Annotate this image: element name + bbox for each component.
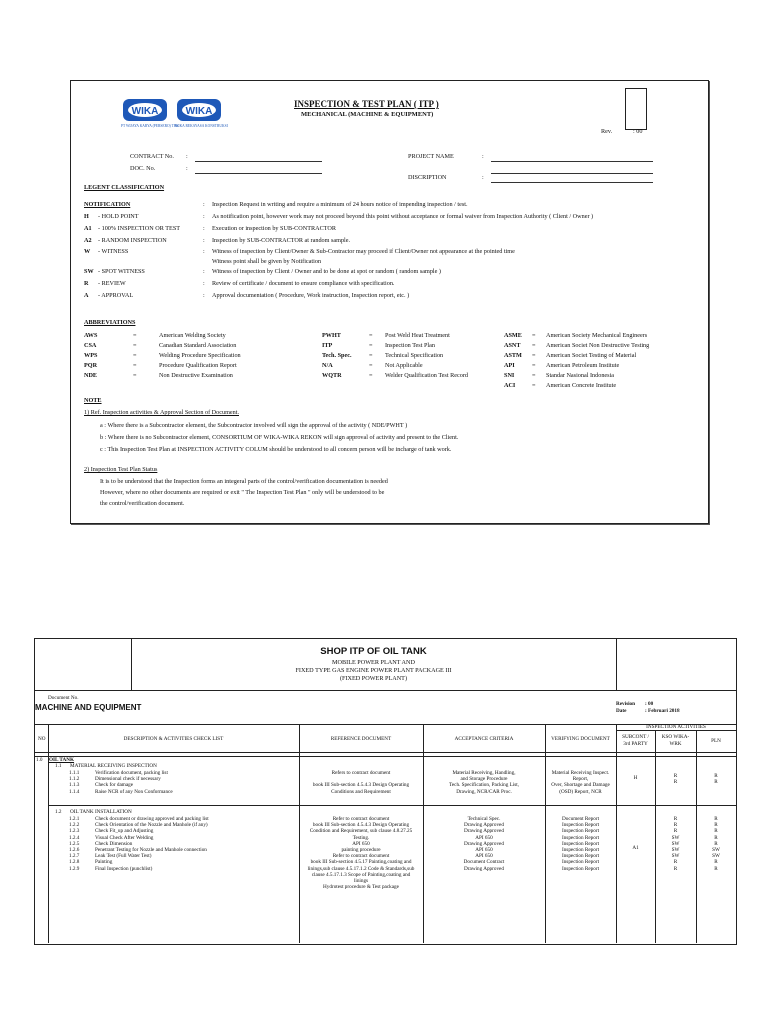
item-desc: Check document or drawing approved and packing list <box>95 816 209 822</box>
kso-value: R <box>673 779 678 786</box>
item-desc: Final Inspection (punchlist) <box>95 865 153 872</box>
abbr-code: ACI <box>504 382 516 389</box>
item-desc: Check Orientation of the Nozzle and Manhole (if any) <box>95 822 208 829</box>
kso-value: R <box>673 822 678 829</box>
abbr-desc: Welder Qualification Test Record <box>385 372 468 379</box>
abbr-code: ASNT <box>504 342 521 349</box>
ver-value: Inspection Report <box>561 865 600 872</box>
note1-item: b : Where there is no Subcontractor element, CONSORTIUM OF WIKA-WIKA REKON will sign approval of activity and present to the Client. <box>100 434 459 441</box>
abbr-code: ITP <box>322 342 333 349</box>
ver-line: Material Receiving Inspect. <box>551 770 610 776</box>
item-desc: Penetrant Testing for Nozzle and Manhole connection <box>95 847 207 853</box>
col-ref: REFERENCE DOCUMENT <box>330 736 392 742</box>
abbr-heading: ABBREVIATIONS <box>84 319 136 326</box>
kso-value: R <box>673 859 678 866</box>
ref-line: Testing. <box>352 834 370 841</box>
abbr-desc: American Concrete Institute <box>546 382 617 389</box>
note2-line: However, where no other documents are required or exit " The Inspection Test Plan " only will be understood to be <box>100 489 385 496</box>
kso-value: SW <box>671 853 680 860</box>
abbr-desc: American Societ Non Destructive Testing <box>546 342 650 349</box>
legend-code: A <box>84 292 89 299</box>
ver-value: Inspection Report <box>561 834 600 841</box>
item-desc: Raise NCR of any Non Conformance <box>95 788 173 795</box>
acc-value: Document Contract <box>463 859 505 866</box>
ver-value: Inspection Report <box>561 822 600 829</box>
col-pln: PLN <box>711 738 721 744</box>
item-no: 1.1.2 <box>69 776 80 783</box>
ver-value: Inspection Report <box>561 840 600 847</box>
item-no: 1.2.3 <box>69 828 80 835</box>
itp-title: SHOP ITP OF OIL TANK <box>320 646 427 657</box>
abbr-code: ASTM <box>504 352 522 359</box>
group-oil-tank-installation: OIL TANK INSTALLATION <box>70 809 132 815</box>
col-ver: VERIFYING DOCUMENT <box>551 736 610 742</box>
abbr-code: AWS <box>84 332 98 339</box>
abbr-eq: = <box>369 352 373 359</box>
ver-line: Over, Shortage and Damage <box>551 782 610 789</box>
abbr-code: N/A <box>322 362 333 369</box>
abbr-code: WQTR <box>322 372 342 379</box>
pln-value: R <box>714 822 718 829</box>
legend-colon: : <box>203 213 205 220</box>
note2-line: It is to be understood that the Inspection forms an integeral parts of the control/verification documentation is needed <box>100 478 388 485</box>
pln-value: R <box>714 840 718 847</box>
svg-text:WIKA: WIKA <box>131 106 159 117</box>
pln-value: R <box>714 779 718 786</box>
wika-logo-2: WIKA WIKA REKAYASA KONSTRUKSI <box>175 95 223 133</box>
ref-line: book III Sub-section 4.5.4.3 Design Operating <box>312 782 410 789</box>
abbr-desc: Not Applicable <box>385 362 423 369</box>
abbr-eq: = <box>532 332 536 339</box>
kso-value: R <box>673 865 678 872</box>
legend-code: NOTIFICATION <box>84 201 131 208</box>
acc-line: Material Receiving, Handling, <box>452 770 516 776</box>
abbr-desc: Procedure Qualification Report <box>159 362 237 369</box>
ver-value: Inspection Report <box>561 828 600 835</box>
abbr-desc: Non Destructive Examination <box>159 372 233 379</box>
section-oil-tank: OIL TANK <box>49 757 75 763</box>
abbr-eq: = <box>532 362 536 369</box>
doc-field[interactable] <box>195 173 322 174</box>
ref-line: clause 4.5.17.1.3 Scope of Painting,coating and <box>311 871 411 878</box>
ref-line: book III Sub-section 4.5.17 Painting,coating and <box>310 859 412 866</box>
note1-title: 1) Ref. Inspection activities & Approval Section of Document. <box>84 409 239 416</box>
note2-title: 2) Inspection Test Plan Status <box>84 466 158 473</box>
legend-colon: : <box>203 280 205 287</box>
legend-desc: Witness point shall be given by Notification <box>212 258 322 265</box>
legend-name: - SPOT WITNESS <box>98 268 145 275</box>
abbr-desc: Technical Specification <box>385 352 444 359</box>
col-no: NO <box>38 736 46 742</box>
project-field[interactable] <box>491 161 653 162</box>
item-no: 1.2.1 <box>69 816 80 822</box>
acc-value: Drawing Approved <box>464 822 504 829</box>
abbr-eq: = <box>369 362 373 369</box>
svg-text:WIKA: WIKA <box>185 106 213 117</box>
pln-value: SW <box>712 847 720 853</box>
legend-code: A1 <box>84 225 92 232</box>
pln-value: SW <box>712 853 720 860</box>
pln-value: R <box>714 859 718 866</box>
legend-name: - HOLD POINT <box>98 213 139 220</box>
legend-heading: LEGENT CLASSIFICATION <box>84 184 165 191</box>
abbr-code: Tech. Spec. <box>322 352 352 359</box>
ref-line: painting procedure <box>341 847 381 853</box>
abbr-code: PWHT <box>322 332 341 339</box>
item-desc: Check for damage <box>95 782 134 789</box>
abbr-desc: Standar Nasional Indonesia <box>546 372 615 379</box>
section-title: MACHINE AND EQUIPMENT <box>35 703 142 712</box>
note1-item: c : This Inspection Test Plan at INSPECTION ACTIVITY COLUM should be understood to all concern person will be incharge of tank work. <box>100 446 452 453</box>
item-no: 1.2.6 <box>69 847 80 853</box>
legend-code: W <box>84 248 91 255</box>
acc-value: Technical Spec. <box>467 816 501 822</box>
legend-code: R <box>84 280 89 287</box>
legend-desc: Witness of inspection by Client/Owner & Sub-Contractor may proceed if Client/Owner not appearance at the pointed time <box>212 248 515 255</box>
pln-value: R <box>714 834 718 841</box>
legend-desc: Review of certificate / document to ensure compliance with specification. <box>212 280 395 287</box>
pln-value: R <box>714 816 718 822</box>
ver-value: Inspection Report <box>561 859 600 866</box>
description-field[interactable] <box>491 182 653 183</box>
legend-code: H <box>84 213 89 220</box>
abbr-code: NDE <box>84 372 98 379</box>
pln-value: R <box>714 865 718 872</box>
ver-value: Document Report <box>561 816 600 822</box>
legend-colon: : <box>203 225 205 232</box>
ref-line: Refers to contract document <box>331 770 391 776</box>
legend-name: - REVIEW <box>98 280 126 287</box>
abbr-eq: = <box>133 372 137 379</box>
legend-colon: : <box>203 248 205 255</box>
kso-value: SW <box>671 840 680 847</box>
legend-name: - RANDOM INSPECTION <box>98 237 167 244</box>
abbr-eq: = <box>369 372 373 379</box>
ref-line: Refer to contract document <box>332 816 390 822</box>
ref-line: API 650 <box>352 840 370 847</box>
acc-value: Drawing Approved <box>464 865 504 872</box>
legend-desc: Approval documentation ( Procedure, Work instruction, Inspection report, etc. ) <box>212 292 410 299</box>
item-desc: Dimensional check if necessary <box>95 776 161 783</box>
note-heading: NOTE <box>84 397 102 404</box>
legend-name: - APPROVAL <box>98 292 134 299</box>
ref-line: Hydrotest procedure & Test package <box>323 884 399 891</box>
abbr-desc: American Societ Testing of Material <box>546 352 637 359</box>
abbr-code: ASME <box>504 332 522 339</box>
legend-desc: As notification point, however work may not proceed beyond this point without acceptance or formal waiver from Inspection Authority ( Client / Owner ) <box>212 213 594 220</box>
itp-cover-page: WIKA PT WIJAYA KARYA (PERSERO) TBK WIKA WIKA REKAYASA KONSTRUKSI INSPECTION & TEST PLAN ( ITP ) MECHANICAL (MACHINE & EQUIPMENT) Rev. : 00 CONTRACT No. : DOC. No. : PROJECT NAME : DISCRIPTION : LEGENT CLASSIFICATION NOTIFICATION : Inspection Request in writing and require a minimum of 24 hours notice of impending inspection / test. H - HOLD POINT : As notification point, however work may not proceed beyond this point without acceptance or formal waiver from Inspection Authority ( Client / Owner ) A1 - 100% INSPECTION OR TEST : Execution or inspection by SUB-CONTRACTOR A2 - RANDOM INSPECTION : Inspection by SUB-CONTRACTOR at random sample. W - WITNESS : Witness of inspection by Client/Owner & Sub-Contractor may proceed if Client/Owner not appearance at the pointed time Witness point shall be given by Notification SW - SPOT WITNESS : Witness of inspection by Client / Owner and to be done at spot or random ( random sample ) R - REVIEW : Review of certificate / document to ensure compliance with specification. A - APPROVAL : Approval documentation ( Procedure, Work instruction, Inspection report, etc. ) ABBREVIATIONS AWS = American Welding Society CSA = Canadian Standard Association WPS = Welding Procedure Specification PQR = Procedure Qualification Report NDE = Non Destructive Examination PWHT = Post Weld Heat Treatment ITP = Inspection Test Plan Tech. Spec. = Technical Specification N/A = Not Applicable WQTR = Welder Qualification Test Record ASME = American Society Mechanical Engineers ASNT = American Societ Non Destructive Testing ASTM = American Societ Testing of Material API = American Petroleum Institute SNI = Standar Nasional Indonesia ACI = American Concrete Institute NOTE 1) Ref. Inspection activities & Approval Section of Document. a : Where there is a Subcontractor element, the Subcontractor involved will sign the approval of the activity ( NDE/PWHT ) b : Where there is no Subcontractor element, CONSORTIUM OF WIKA-WIKA REKON will sign approval of activity and present to the Client. c : This Inspection Test Plan at INSPECTION ACTIVITY COLUM should be understood to all concern person will be incharge of tank work. 2) Inspection Test Plan Status It is to be understood that the Inspection forms an integeral parts of the control/verification documentation is needed However, where no other documents are required or exit " The Inspection Test Plan " only will be understood to be the control/verification document. <box>70 80 709 524</box>
item-no: 1.2.7 <box>69 853 80 860</box>
ver-value: Inspection Report <box>561 847 600 853</box>
item-no: 1.1.4 <box>69 788 80 795</box>
legend-colon: : <box>203 268 205 275</box>
ver-value: Inspection Report <box>561 853 600 860</box>
project-label: PROJECT NAME <box>408 153 454 160</box>
legend-name: - WITNESS <box>98 248 129 255</box>
acc-value: API 650 <box>475 853 493 860</box>
wika-logo-1: WIKA PT WIJAYA KARYA (PERSERO) TBK <box>121 95 169 133</box>
ref-line: linings <box>353 878 369 884</box>
col-desc: DESCRIPTION & ACTIVITIES CHECK LIST <box>123 736 224 742</box>
legend-desc: Inspection Request in writing and require a minimum of 24 hours notice of impending inspection / test. <box>212 201 468 208</box>
ref-line: Refer to contract document <box>332 853 390 860</box>
acc-value: API 650 <box>475 847 493 853</box>
note1-item: a : Where there is a Subcontractor element, the Subcontractor involved will sign the approval of the activity ( NDE/PWHT ) <box>100 422 408 429</box>
legend-desc: Inspection by SUB-CONTRACTOR at random sample. <box>212 237 351 244</box>
item-desc: Verification document, packing list <box>95 770 168 776</box>
abbr-eq: = <box>369 342 373 349</box>
ref-line: Conditions and Requirement <box>331 788 391 795</box>
abbr-desc: American Petroleum Institute <box>546 362 620 369</box>
revision-box <box>625 88 647 130</box>
acc-line: Tech. Specification, Packing List, <box>449 782 519 789</box>
abbr-desc: Welding Procedure Specification <box>159 352 241 359</box>
legend-colon: : <box>203 201 205 208</box>
ref-line: linings,sub clause 4.5.17.1.2 Code & Standards,sub <box>307 865 415 872</box>
kso-value: R <box>673 816 678 822</box>
abbr-eq: = <box>532 342 536 349</box>
abbr-code: SNI <box>504 372 515 379</box>
page-title: INSPECTION & TEST PLAN ( ITP ) <box>294 99 439 109</box>
ref-line: book III Sub-section 4.5.4.3 Design Operating <box>312 822 410 829</box>
item-desc: Painting <box>95 859 113 866</box>
page-subtitle: MECHANICAL (MACHINE & EQUIPMENT) <box>301 111 434 118</box>
doc-label: DOC. No. <box>130 165 156 172</box>
item-desc: Leak Test (Full Water Test) <box>95 853 152 860</box>
contract-label: CONTRACT No. <box>130 153 174 160</box>
item-desc: Check Fit_up and Adjusting <box>95 828 154 835</box>
item-no: 1.2.4 <box>69 834 80 841</box>
contract-field[interactable] <box>195 161 322 162</box>
description-label: DISCRIPTION <box>408 174 447 181</box>
acc-line: and Storage Procedure <box>460 776 508 783</box>
abbr-eq: = <box>133 352 137 359</box>
abbr-desc: American Welding Society <box>159 332 226 339</box>
abbr-code: WPS <box>84 352 98 359</box>
ver-line: Report, <box>572 776 589 783</box>
note2-line: the control/verification document. <box>100 500 185 507</box>
abbr-desc: Canadian Standard Association <box>159 342 237 349</box>
pln-value: R <box>714 773 718 779</box>
legend-desc: Execution or inspection by SUB-CONTRACTOR <box>212 225 336 232</box>
abbr-code: CSA <box>84 342 97 349</box>
legend-code: SW <box>84 268 94 275</box>
abbr-code: PQR <box>84 362 98 369</box>
legend-code: A2 <box>84 237 92 244</box>
acc-value: API 650 <box>475 834 493 841</box>
item-no: 1.1.1 <box>69 770 80 776</box>
acc-value: Drawing Approved <box>464 828 504 835</box>
item-no: 1.1.3 <box>69 782 80 789</box>
kso-value: SW <box>671 834 680 841</box>
legend-name: - 100% INSPECTION OR TEST <box>98 225 181 232</box>
item-no: 1.2.5 <box>69 840 80 847</box>
abbr-desc: Post Weld Heat Treatment <box>385 332 450 339</box>
legend-colon: : <box>203 237 205 244</box>
kso-value: SW <box>671 847 680 853</box>
abbr-eq: = <box>532 372 536 379</box>
pln-value: R <box>714 828 718 835</box>
abbr-eq: = <box>532 382 536 389</box>
item-desc: Visual Check After Welding <box>95 834 154 841</box>
col-acc: ACCEPTANCE CRITERIA <box>454 736 514 742</box>
group-material-receiving: MATERIAL RECEIVING INSPECTION <box>70 763 157 769</box>
ref-line: Condition and Requirement, sub clause 4.8.27.25 <box>309 828 413 835</box>
abbr-eq: = <box>369 332 373 339</box>
acc-value: Drawing Approved <box>464 840 504 847</box>
item-no: 1.2.2 <box>69 822 80 829</box>
abbr-desc: American Society Mechanical Engineers <box>546 332 648 339</box>
abbr-eq: = <box>133 362 137 369</box>
legend-colon: : <box>203 292 205 299</box>
abbr-code: API <box>504 362 515 369</box>
legend-desc: Witness of inspection by Client / Owner and to be done at spot or random ( random sample ) <box>212 268 441 275</box>
abbr-eq: = <box>532 352 536 359</box>
item-no: 1.2.8 <box>69 859 80 866</box>
kso-value: R <box>673 773 678 779</box>
ver-line: (OSD) Report, NCR <box>559 788 602 795</box>
abbr-eq: = <box>133 342 137 349</box>
abbr-desc: Inspection Test Plan <box>385 342 435 349</box>
item-no: 1.2.9 <box>69 865 80 872</box>
item-desc: Check Dimension <box>95 840 133 847</box>
acc-line: Drawing, NCR/CAR Proc. <box>456 788 512 795</box>
kso-value: R <box>673 828 678 835</box>
abbr-eq: = <box>133 332 137 339</box>
shop-itp-page: SHOP ITP OF OIL TANK MOBILE POWER PLANT AND FIXED TYPE GAS ENGINE POWER PLANT PACKAGE III (FIXED POWER PLANT) Document No. MACHINE AND EQUIPMENT Revision : 00 Date : Februari 2018 INSPECTION ACTIVITIES NO DESCRIPTION & ACTIVITIES CHECK LIST REFERENCE DOCUMENT ACCEPTANCE CRITERIA VERIFYING DOCUMENT SUBCONT / 3rd PARTY KSO WIKA- WRK PLN 1.0 OIL TANK 1.1 MATERIAL RECEIVING INSPECTION 1.1.1 Verification document, packing list R R 1.1.2 Dimensional check if necessary R R 1.1.3 Check for damage 1.1.4 Raise NCR of any Non Conformance Refers to contract document book III Sub-section 4.5.4.3 Design Operating Conditions and Requirement Material Receiving, Handling, and Storage Procedure Tech. Specification, Packing List, Drawing, NCR/CAR Proc. Material Receiving Inspect. Report, Over, Shortage and Damage (OSD) Report, NCR H 1.2 OIL TANK INSTALLATION 1.2.1 Check document or drawing approved and packing list Technical Spec. Document Report R R 1.2.2 Check Orientation of the Nozzle and Manhole (if any) Drawing Approved Inspection Report R R 1.2.3 Check Fit_up and Adjusting Drawing Approved Inspection Report R R 1.2.4 Visual Check After Welding API 650 Inspection Report SW R 1.2.5 Check Dimension Drawing Approved Inspection Report SW R 1.2.6 Penetrant Testing for Nozzle and Manhole connection API 650 Inspection Report SW SW 1.2.7 Leak Test (Full Water Test) API 650 Inspection Report SW SW 1.2.8 Painting Document Contract Inspection Report R R 1.2.9 Final Inspection (punchlist) Drawing Approved Inspection Report R R Refer to contract document book III Sub-section 4.5.4.3 Design Operating Condition and Requirement, sub clause 4.8.27.25 Testing. API 650 painting procedure Refer to contract document book III Sub-section 4.5.17 Painting,coating and linings,sub clause 4.5.17.1.2 Code & Standards,sub clause 4.5.17.1.3 Scope of Painting,coating and linings Hydrotest procedure & Test package A1 <box>34 638 737 945</box>
